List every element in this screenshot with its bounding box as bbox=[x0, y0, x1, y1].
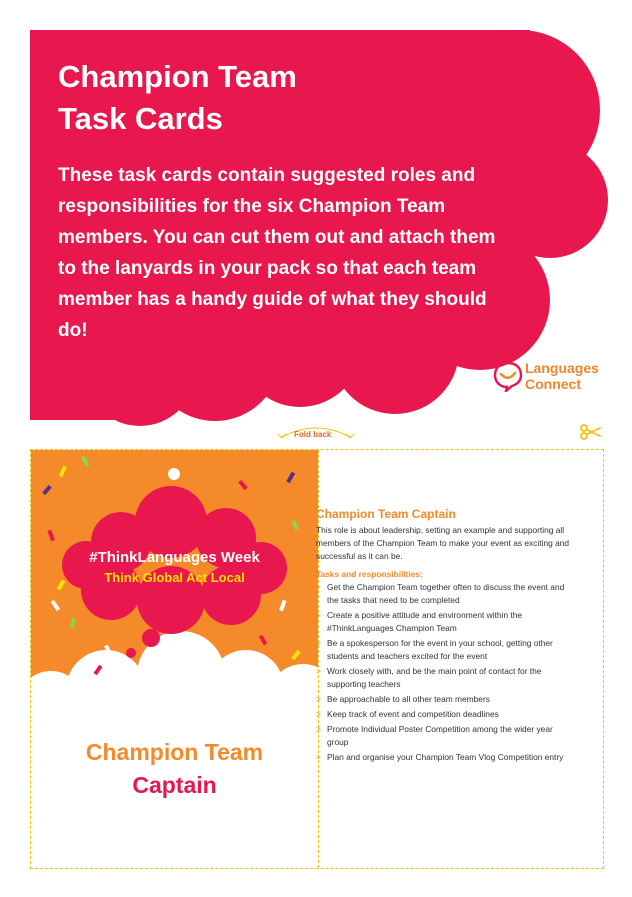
list-item bbox=[316, 609, 576, 635]
bullet-arrow-icon: > bbox=[316, 752, 321, 762]
task-text: Promote Individual Poster Competition among the wider year group bbox=[327, 724, 553, 747]
logo-line1: Languages bbox=[525, 360, 599, 376]
task-text: Be approachable to all other team members bbox=[327, 694, 490, 704]
fold-back-marker bbox=[276, 421, 356, 443]
bullet-arrow-icon: > bbox=[316, 610, 321, 620]
card-back-intro: This role is about leadership, setting an example and supporting all members of the Champion Team to make your event as exciting and successful as it can be. bbox=[316, 525, 570, 561]
card-front bbox=[31, 450, 318, 868]
role-title-line1: Champion Team bbox=[85, 739, 264, 765]
bullet-arrow-icon: > bbox=[316, 694, 321, 704]
logo-wordmark bbox=[525, 360, 599, 392]
bullet-arrow-icon: > bbox=[316, 666, 321, 676]
list-item bbox=[316, 708, 576, 721]
page-title-line2: Task Cards bbox=[58, 100, 223, 136]
bullet-arrow-icon: > bbox=[316, 724, 321, 734]
scissors-icon bbox=[580, 424, 602, 440]
languages-connect-logo bbox=[493, 356, 623, 396]
list-item bbox=[316, 665, 576, 691]
bullet-arrow-icon: > bbox=[316, 582, 321, 592]
bullet-arrow-icon: > bbox=[316, 638, 321, 648]
task-text: Create a positive attitude and environment within the #ThinkLanguages Champion Team bbox=[327, 610, 523, 633]
slogan-text: Think Global Act Local bbox=[104, 570, 245, 585]
page-title bbox=[58, 56, 297, 140]
list-item bbox=[316, 637, 576, 663]
page-title-line1: Champion Team bbox=[58, 59, 297, 94]
role-title-line2: Captain bbox=[132, 772, 217, 798]
bullet-arrow-icon: > bbox=[316, 709, 321, 719]
list-item bbox=[316, 693, 576, 706]
hashtag-text: #ThinkLanguages Week bbox=[89, 549, 260, 566]
tasks-heading: Tasks and responsibilities: bbox=[316, 569, 423, 579]
role-title bbox=[31, 736, 318, 802]
task-text: Keep track of event and competition deadlines bbox=[327, 709, 499, 719]
task-text: Be a spokesperson for the event in your school, getting other students and teachers excited for the event bbox=[327, 638, 553, 661]
tasks-list bbox=[316, 581, 576, 764]
task-text: Plan and organise your Champion Team Vlog Competition entry bbox=[327, 752, 564, 762]
card-back bbox=[316, 507, 576, 766]
intro-text: These task cards contain suggested roles and responsibilities for the six Champion Team members. You can cut them out and attach them to the lanyards in your pack so that each team member has a handy guide of what they should do! bbox=[58, 165, 496, 341]
list-item bbox=[316, 723, 576, 749]
logo-line2: Connect bbox=[525, 376, 581, 392]
task-text: Work closely with, and be the main point of contact for the supporting teachers bbox=[327, 666, 542, 689]
card-back-title: Champion Team Captain bbox=[316, 507, 456, 521]
list-item bbox=[316, 581, 576, 607]
card-front-artwork bbox=[31, 450, 318, 868]
fold-back-label: Fold back bbox=[294, 430, 332, 439]
speech-bubble-smile-icon bbox=[493, 360, 523, 392]
list-item bbox=[316, 751, 576, 764]
task-text: Get the Champion Team together often to discuss the event and the tasks that need to be completed bbox=[327, 582, 565, 605]
